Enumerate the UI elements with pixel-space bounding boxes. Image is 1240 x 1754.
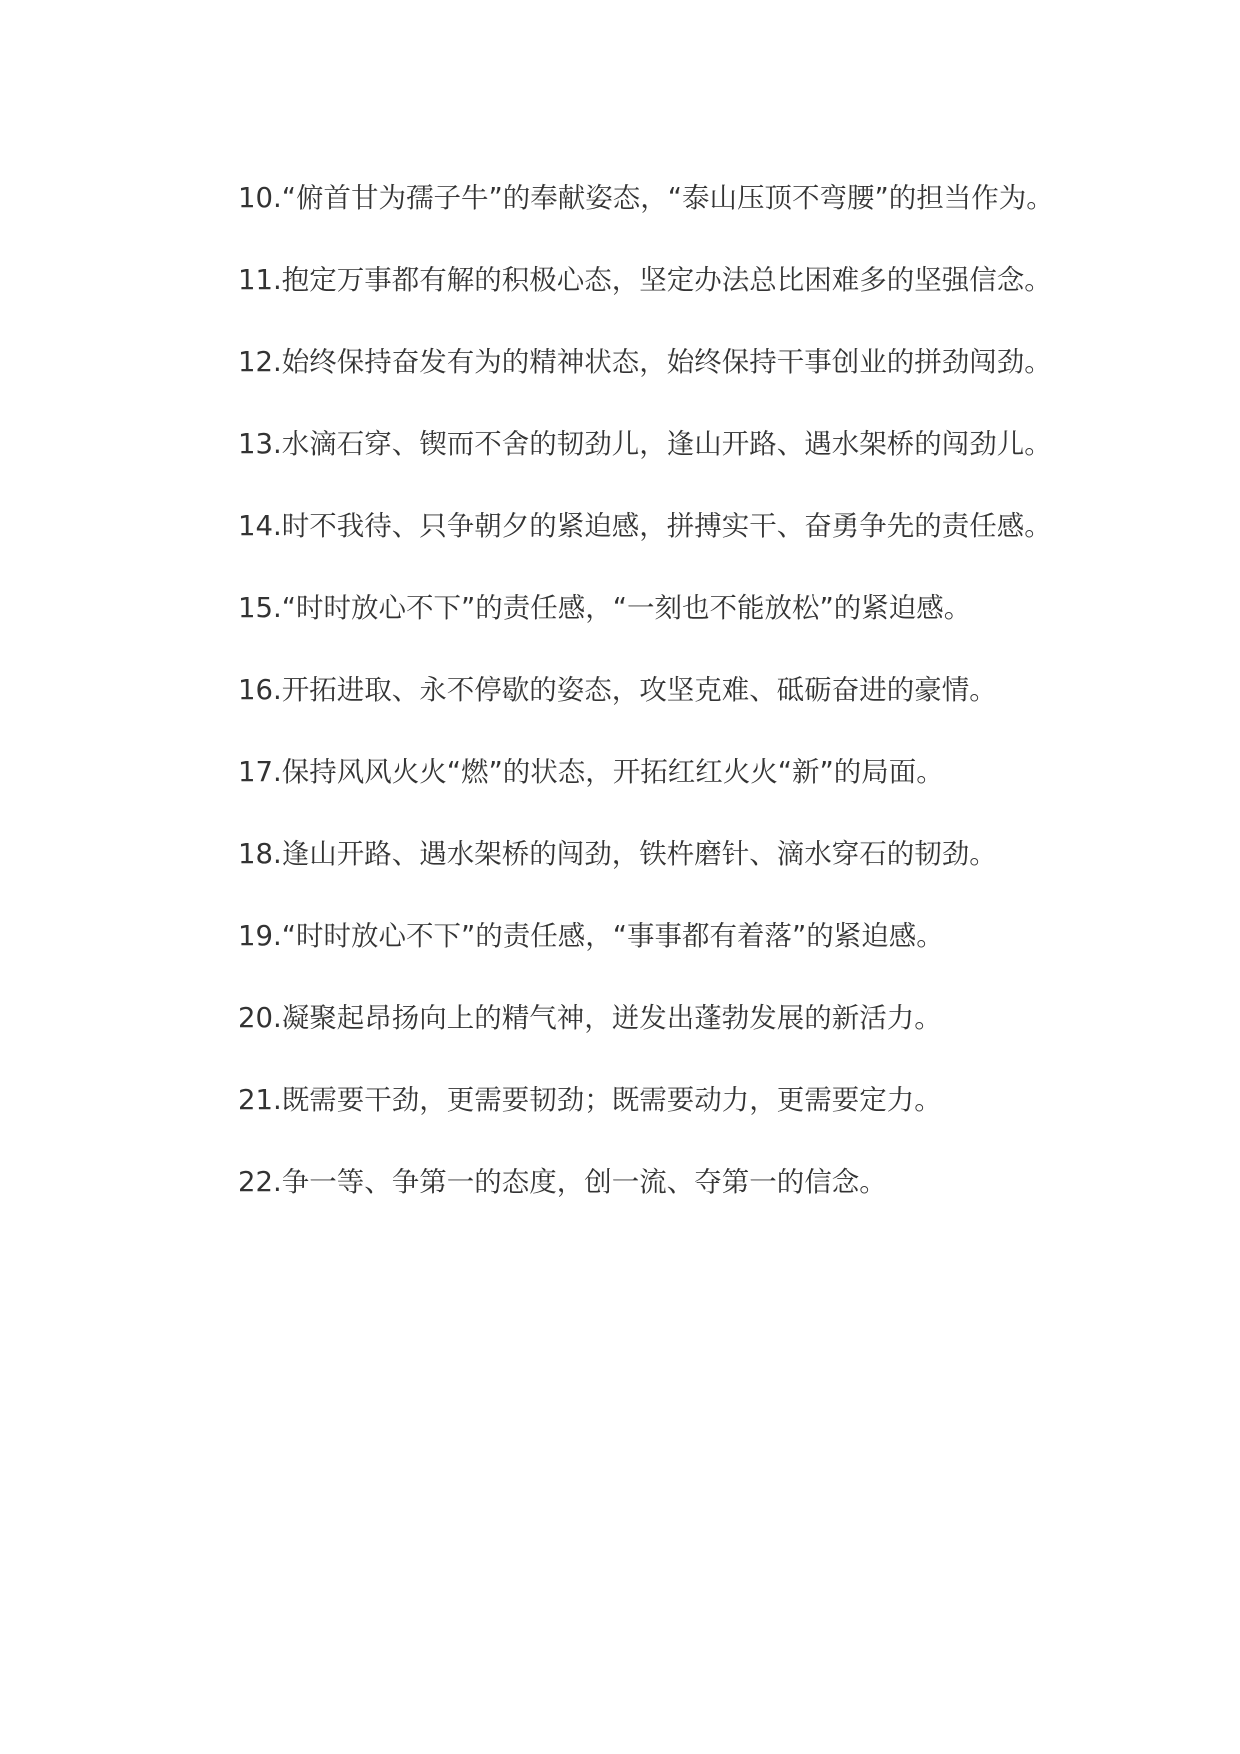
paragraph-21: 21.既需要干劲，更需要韧劲；既需要动力，更需要定力。 [238, 1084, 942, 1116]
document-body [186, 166, 1056, 1232]
paragraph-11: 11.抱定万事都有解的积极心态，坚定办法总比困难多的坚强信念。 [238, 264, 1052, 296]
paragraph-12: 12.始终保持奋发有为的精神状态，始终保持干事创业的拼劲闯劲。 [238, 346, 1052, 378]
paragraph-10: 10.“俯首甘为孺子牛”的奉献姿态，“泰山压顶不弯腰”的担当作为。 [238, 182, 1054, 214]
paragraph-13: 13.水滴石穿、锲而不舍的韧劲儿，逢山开路、遇水架桥的闯劲儿。 [238, 428, 1052, 460]
paragraph-14: 14.时不我待、只争朝夕的紧迫感，拼搏实干、奋勇争先的责任感。 [238, 510, 1052, 542]
paragraph-16: 16.开拓进取、永不停歇的姿态，攻坚克难、砥砺奋进的豪情。 [238, 674, 997, 706]
paragraph-20: 20.凝聚起昂扬向上的精气神，迸发出蓬勃发展的新活力。 [238, 1002, 942, 1034]
paragraph-19: 19.“时时放心不下”的责任感，“事事都有着落”的紧迫感。 [238, 920, 944, 952]
paragraph-22: 22.争一等、争第一的态度，创一流、夺第一的信念。 [238, 1166, 887, 1198]
paragraph-18: 18.逢山开路、遇水架桥的闯劲，铁杵磨针、滴水穿石的韧劲。 [238, 838, 997, 870]
paragraph-15: 15.“时时放心不下”的责任感，“一刻也不能放松”的紧迫感。 [238, 592, 972, 624]
paragraph-17: 17.保持风风火火“燃”的状态，开拓红红火火“新”的局面。 [238, 756, 944, 788]
